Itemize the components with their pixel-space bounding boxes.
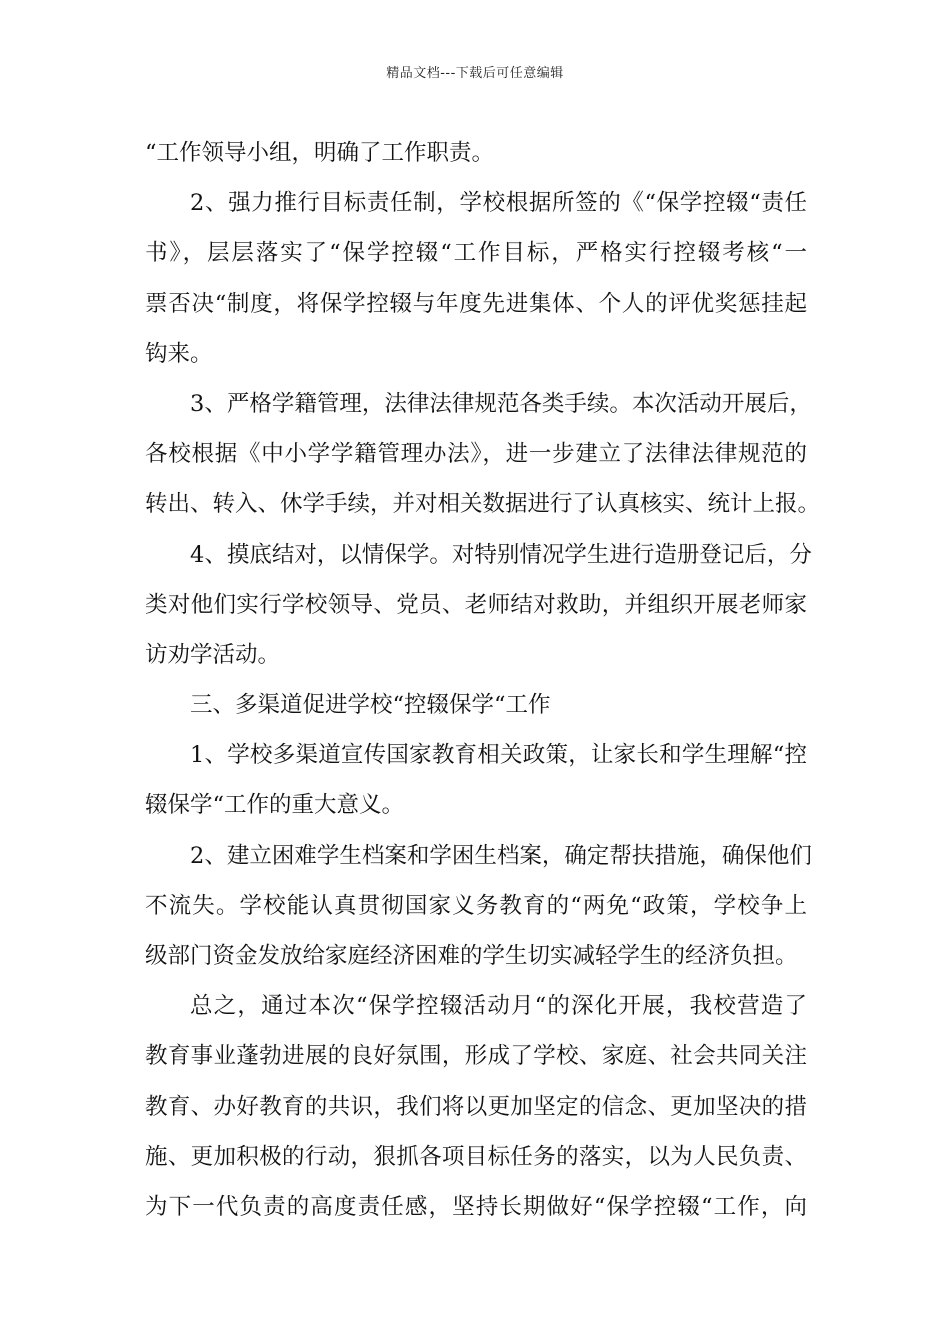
- text-line: 教育、办好教育的共识，我们将以更加坚定的信念、更加坚决的措: [145, 1093, 807, 1120]
- text-line: 辍保学“工作的重大意义。: [145, 792, 405, 819]
- text-line: “工作领导小组，明确了工作职责。: [145, 140, 495, 166]
- page-header: 精品文档---下载后可任意编辑: [386, 66, 564, 81]
- text-line: 3、严格学籍管理，法律法律规范各类手续。本次活动开展后，: [190, 390, 812, 417]
- text-line: 2、建立困难学生档案和学困生档案，确定帮扶措施，确保他们: [190, 842, 812, 869]
- text-line: 类对他们实行学校领导、党员、老师结对救助，并组织开展老师家: [145, 591, 807, 618]
- text-line: 各校根据《中小学学籍管理办法》，进一步建立了法律法律规范的: [145, 441, 807, 468]
- text-line: 三、多渠道促进学校“控辍保学“工作: [190, 692, 551, 719]
- text-line: 书》，层层落实了“保学控辍“工作目标，严格实行控辍考核“一: [145, 240, 807, 267]
- text-line: 施、更加积极的行动，狠抓各项目标任务的落实，以为人民负责、: [145, 1143, 807, 1170]
- text-line: 钩来。: [145, 340, 213, 367]
- text-line: 转出、转入、休学手续，并对相关数据进行了认真核实、统计上报。: [145, 491, 821, 518]
- text-line: 2、强力推行目标责任制，学校根据所签的《“保学控辍“责任: [190, 190, 807, 217]
- text-line: 为下一代负责的高度责任感，坚持长期做好“保学控辍“工作，向: [145, 1193, 807, 1220]
- document-body: [145, 128, 821, 1232]
- text-line: 访劝学活动。: [145, 641, 281, 668]
- text-line: 级部门资金发放给家庭经济困难的学生切实减轻学生的经济负担。: [145, 943, 798, 969]
- text-line: 1、学校多渠道宣传国家教育相关政策，让家长和学生理解“控: [190, 742, 807, 769]
- text-line: 不流失。学校能认真贯彻国家义务教育的“两免“政策，学校争上: [145, 892, 807, 919]
- text-line: 教育事业蓬勃进展的良好氛围，形成了学校、家庭、社会共同关注: [145, 1043, 807, 1070]
- text-line: 票否决“制度，将保学控辍与年度先进集体、个人的评优奖惩挂起: [145, 290, 807, 317]
- text-line: 4、摸底结对，以情保学。对特别情况学生进行造册登记后，分: [190, 541, 812, 568]
- text-line: 总之，通过本次“保学控辍活动月“的深化开展，我校营造了: [190, 993, 807, 1020]
